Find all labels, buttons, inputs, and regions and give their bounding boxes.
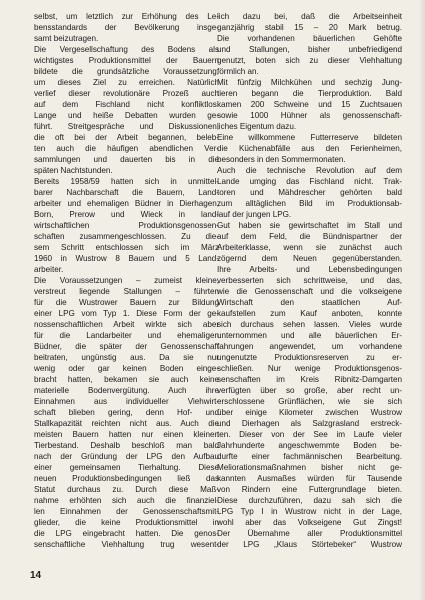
text-line: schaften zusammengeschlossen. Zu die- bbox=[34, 232, 219, 241]
text-line: arbeiter. bbox=[34, 265, 64, 274]
text-line: senschaften im Kreis Ribnitz-Damgarten bbox=[217, 375, 402, 384]
text-line: auf dem Feld, die Bündnispartner der bbox=[217, 232, 402, 241]
text-line: liches Eigentum dazu. bbox=[217, 122, 297, 131]
text-line: wenig oder gar keinen Boden einge- bbox=[34, 364, 219, 373]
text-line: nach der Gründung der LPG den Aufbau bbox=[34, 452, 219, 461]
text-line: Eine willkommene Futterreserve bildeten bbox=[217, 133, 402, 142]
text-line: sammlungen und dauerten bis in die bbox=[34, 155, 219, 164]
text-line: förmlich an. bbox=[217, 67, 259, 76]
left-text-column bbox=[34, 11, 219, 550]
text-line: samt beizutragen. bbox=[34, 34, 99, 43]
text-line: wohl aber das Volkseigene Gut Zingst! bbox=[217, 518, 402, 527]
text-line: kaufstellen zum Kauf anboten, konnte bbox=[217, 309, 402, 318]
text-line: barer Nachbarschaft die Bauern, Land- bbox=[34, 188, 219, 197]
text-line: und Stallungen, bisher unbefriedigend bbox=[217, 45, 402, 54]
text-line: Jahrhunderte angeschwemmte Boden be- bbox=[217, 441, 402, 450]
text-line: ganzjährig stabil 15 – 20 Mark betrug. bbox=[217, 23, 402, 32]
text-line: meisten Bauern hatten nur einen kleinen bbox=[34, 430, 219, 439]
text-line: Lande umging das Fischland nicht. Trak- bbox=[217, 177, 402, 186]
text-line: zum alltäglichen Bild im Produktionsab- bbox=[217, 199, 402, 208]
text-line: LPG Typ I in Wustrow nicht in der Lage, bbox=[217, 507, 402, 516]
text-line: späten Nachtstunden. bbox=[34, 166, 113, 175]
text-line: durfte einer fachmännischen Bearbeitung. bbox=[217, 452, 402, 461]
text-line: Büdner, die später der Genossenschaft bbox=[34, 342, 219, 351]
text-line: bensstandards der Bevölkerung insge- bbox=[34, 23, 219, 32]
text-line: sich durchaus sehen lassen. Vieles wurde bbox=[217, 320, 402, 329]
text-line: ungenutzte Produktionsreserven zu er- bbox=[217, 353, 402, 362]
text-line: Bereits 1958/59 hatten sich in unmittel- bbox=[34, 177, 219, 186]
text-line: die Küchenabfälle aus den Ferienheimen, bbox=[217, 144, 402, 153]
text-line: lich dazu bei, daß die Arbeitseinheit bbox=[217, 12, 402, 21]
text-line: Born, Prerow und Wieck in land- bbox=[34, 210, 219, 219]
text-line: Auch die technische Revolution auf dem bbox=[217, 166, 402, 175]
text-line: toren und Mähdrescher gehörten bald bbox=[217, 188, 402, 197]
text-line: bracht hatten, bekamen sie auch keine bbox=[34, 375, 219, 384]
text-line: führt. Streitgespräche und Diskussionen, bbox=[34, 122, 219, 131]
text-line: nahme erhöhten sich auch die finanziel- bbox=[34, 496, 219, 505]
text-line: über einige Kilometer zwischen Wustrow bbox=[217, 408, 402, 417]
text-line: nossenschaftlichen Arbeit wirkte sich aber bbox=[34, 320, 219, 329]
text-line: von Rindern eine Futtergrundlage bieten. bbox=[217, 485, 402, 494]
text-line: 1960 in Wustrow 8 Bauern und 5 Land- bbox=[34, 254, 219, 263]
text-line: Tierbestand. Deshalb beschloß man bald bbox=[34, 441, 219, 450]
text-line: Die vorhandenen bäuerlichen Gehöfte bbox=[217, 34, 402, 43]
text-line: wirtschaftlichen Produktionsgenossen- bbox=[34, 221, 219, 230]
text-line: kannten Ausmaßes würden für Tausende bbox=[217, 474, 402, 483]
text-line: besonders in den Sommermonaten. bbox=[217, 155, 346, 164]
text-line: ten. Dieser von der See im Laufe vieler bbox=[217, 430, 402, 439]
text-line: wichtigstes Produktionsmittel der Bauern bbox=[34, 56, 219, 65]
text-line: Diese durchzuführen, dazu sah sich die bbox=[217, 496, 402, 505]
text-line: genutzt, boten sich zu dieser Viehhaltung bbox=[217, 56, 402, 65]
text-line: für die Wustrower Bauern zur Bildung bbox=[34, 298, 219, 307]
text-line: einer gemeinsamen Tierhaltung. Diese bbox=[34, 463, 219, 472]
text-line: verbesserten sich schrittweise, und das, bbox=[217, 276, 402, 285]
text-line: beitraten, ungünstig aus. Da sie nur bbox=[34, 353, 219, 362]
text-line: neuen Produktionsbedingungen ließ das bbox=[34, 474, 219, 483]
text-line: erschlossene Grünflächen, wie sie sich bbox=[217, 397, 402, 406]
text-line: einer LPG vom Typ 1. Diese Form der ge- bbox=[34, 309, 219, 318]
right-text-column bbox=[217, 11, 402, 550]
page-number: 14 bbox=[30, 570, 42, 581]
text-line: Gut haben sie gewirtschaftet im Stall und bbox=[217, 221, 402, 230]
text-line: Statut durchaus zu. Durch diese Maß- bbox=[34, 485, 219, 494]
text-line: schließen. Nur wenige Produktionsgenos- bbox=[217, 364, 402, 373]
text-line: sowie 1000 Hühner als genossenschaft- bbox=[217, 111, 402, 120]
text-line: zögernd dem Neuen gegenüberstanden. bbox=[217, 254, 402, 263]
text-line: lauf der jungen LPG. bbox=[217, 210, 292, 219]
text-line: sem Schritt entschlossen sich im März bbox=[34, 243, 219, 252]
text-line: die oft bei der Arbeit begannen, beleb- bbox=[34, 133, 219, 142]
text-line: schaft blieben gering, denn Hof- und bbox=[34, 408, 219, 417]
text-line: und Dierhagen als Salzgrasland erstreck- bbox=[217, 419, 402, 428]
text-line: selbst, um letztlich zur Erhöhung des Le- bbox=[34, 12, 219, 21]
text-line: der LPG „Klaus Störtebeker“ Wustrow bbox=[217, 540, 402, 549]
text-line: unternommen und alle bäuerlichen Er- bbox=[217, 331, 402, 340]
text-line: Arbeiterklasse, wenn sie zunächst auch bbox=[217, 243, 402, 252]
text-line: Die Voraussetzungen – zumeist kleine, bbox=[34, 276, 219, 285]
text-line: Wirtschaft den staatlichen Auf- bbox=[217, 298, 402, 307]
text-line: wie die Genossenschaft und die volkseigene bbox=[217, 287, 402, 296]
text-line: bildete die grundsätzliche Voraussetzung, bbox=[34, 67, 219, 76]
text-line: Der Übernahme aller Produktionsmittel bbox=[217, 529, 402, 538]
text-line: auf dem Fischland nicht konfliktlos. bbox=[34, 100, 219, 109]
text-line: ten auch die häufigen abendlichen Ver- bbox=[34, 144, 219, 153]
text-line: kamen 200 Schweine und 15 Zuchtsauen bbox=[217, 100, 402, 109]
text-line: tieren begann die Tierproduktion. Bald bbox=[217, 89, 402, 98]
text-line: Die Vergesellschaftung des Bodens als bbox=[34, 45, 219, 54]
text-line: arbeiter und ehemaligen Büdner in Dierhagen, bbox=[34, 199, 219, 208]
text-line: für die Landarbeiter und ehemaligen bbox=[34, 331, 219, 340]
text-line: Mit fünfzig Milchkühen und sechzig Jung- bbox=[217, 78, 402, 87]
text-line: len Einnahmen der Genossenschaftsmit- bbox=[34, 507, 219, 516]
text-line: verfügten über so große, aber recht un- bbox=[217, 386, 402, 395]
text-line: Lange und heiße Debatten wurden ge- bbox=[34, 111, 219, 120]
text-line: Einnahmen aus individueller Viehwirt- bbox=[34, 397, 219, 406]
text-line: Stallkapazität reichten nicht aus. Auch die bbox=[34, 419, 219, 428]
text-line: verlief dieser revolutionäre Prozeß auch bbox=[34, 89, 219, 98]
text-line: senschaftliche Viehhaltung trug wesent- bbox=[34, 540, 219, 549]
text-line: glieder, die keine Produktionsmittel in bbox=[34, 518, 219, 527]
page-edge-shadow bbox=[419, 0, 425, 600]
text-line: materielle Bodenvergütung. Auch ihre bbox=[34, 386, 219, 395]
text-line: fahrungen angewendet, um vorhandene bbox=[217, 342, 402, 351]
text-line: Meliorationsmaßnahmen bisher nicht ge- bbox=[217, 463, 402, 472]
text-line: die LPG eingebracht hatten. Die genos- bbox=[34, 529, 219, 538]
text-line: Ihre Arbeits- und Lebensbedingungen bbox=[217, 265, 402, 274]
text-line: verstreut liegende Stallungen – führten bbox=[34, 287, 219, 296]
text-line: um dieses Ziel zu erreichen. Natürlich bbox=[34, 78, 219, 87]
